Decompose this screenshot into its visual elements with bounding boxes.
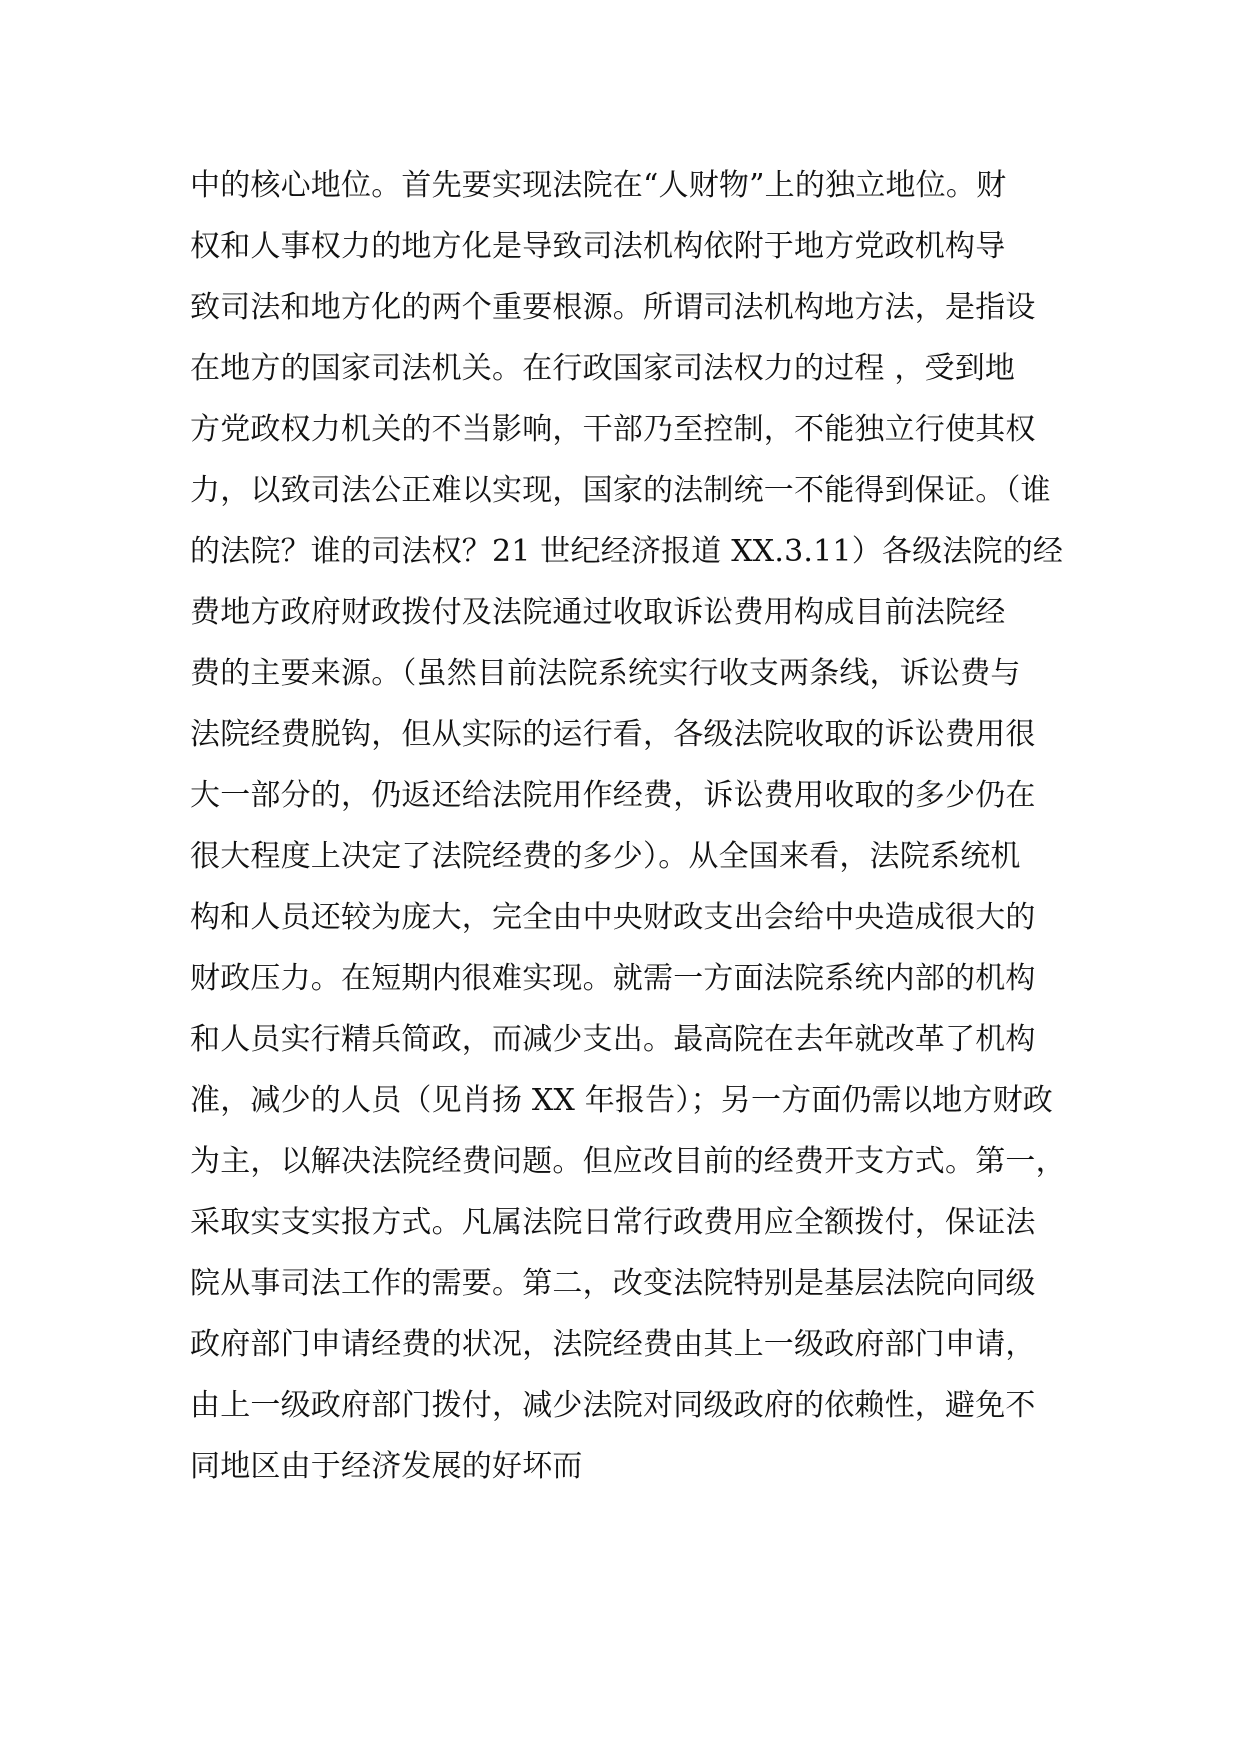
text-line: 费的主要来源。（虽然目前法院系统实行收支两条线，诉讼费与 — [190, 656, 1021, 691]
text-line: 为主，以解决法院经费问题。但应改目前的经费开支方式。第一， — [190, 1144, 1066, 1179]
text-line: 方党政权力机关的不当影响，干部乃至控制，不能独立行使其权 — [190, 412, 1036, 447]
text-line: 由上一级政府部门拨付，减少法院对同级政府的依赖性，避免不 — [190, 1388, 1036, 1423]
text-line: 大一部分的，仍返还给法院用作经费，诉讼费用收取的多少仍在 — [190, 778, 1036, 813]
text-line: 和人员实行精兵简政，而减少支出。最高院在去年就改革了机构 — [190, 1022, 1036, 1057]
text-line: 的法院？谁的司法权？21 世纪经济报道 XX.3.11）各级法院的经 — [190, 534, 1064, 569]
text-line: 力，以致司法公正难以实现，国家的法制统一不能得到保证。（谁 — [190, 473, 1051, 508]
text-line: 法院经费脱钩，但从实际的运行看，各级法院收取的诉讼费用很 — [190, 717, 1036, 752]
text-line: 院从事司法工作的需要。第二，改变法院特别是基层法院向同级 — [190, 1266, 1036, 1301]
text-line: 采取实支实报方式。凡属法院日常行政费用应全额拨付，保证法 — [190, 1205, 1036, 1240]
text-line: 政府部门申请经费的状况，法院经费由其上一级政府部门申请， — [190, 1327, 1036, 1362]
text-line: 准，减少的人员（见肖扬 XX 年报告）；另一方面仍需以地方财政 — [190, 1083, 1053, 1118]
text-line: 在地方的国家司法机关。在行政国家司法权力的过程 ，受到地 — [190, 351, 1016, 386]
body-text — [190, 155, 1070, 1497]
text-line: 同地区由于经济发展的好坏而 — [190, 1449, 583, 1484]
text-line: 财政压力。在短期内很难实现。就需一方面法院系统内部的机构 — [190, 961, 1036, 996]
text-line: 中的核心地位。首先要实现法院在“人财物”上的独立地位。财 — [190, 168, 1007, 203]
text-line: 权和人事权力的地方化是导致司法机构依附于地方党政机构导 — [190, 229, 1006, 264]
text-line: 构和人员还较为庞大，完全由中央财政支出会给中央造成很大的 — [190, 900, 1036, 935]
text-line: 很大程度上决定了法院经费的多少）。从全国来看，法院系统机 — [190, 839, 1021, 874]
text-line: 致司法和地方化的两个重要根源。所谓司法机构地方法，是指设 — [190, 290, 1036, 325]
text-line: 费地方政府财政拨付及法院通过收取诉讼费用构成目前法院经 — [190, 595, 1006, 630]
